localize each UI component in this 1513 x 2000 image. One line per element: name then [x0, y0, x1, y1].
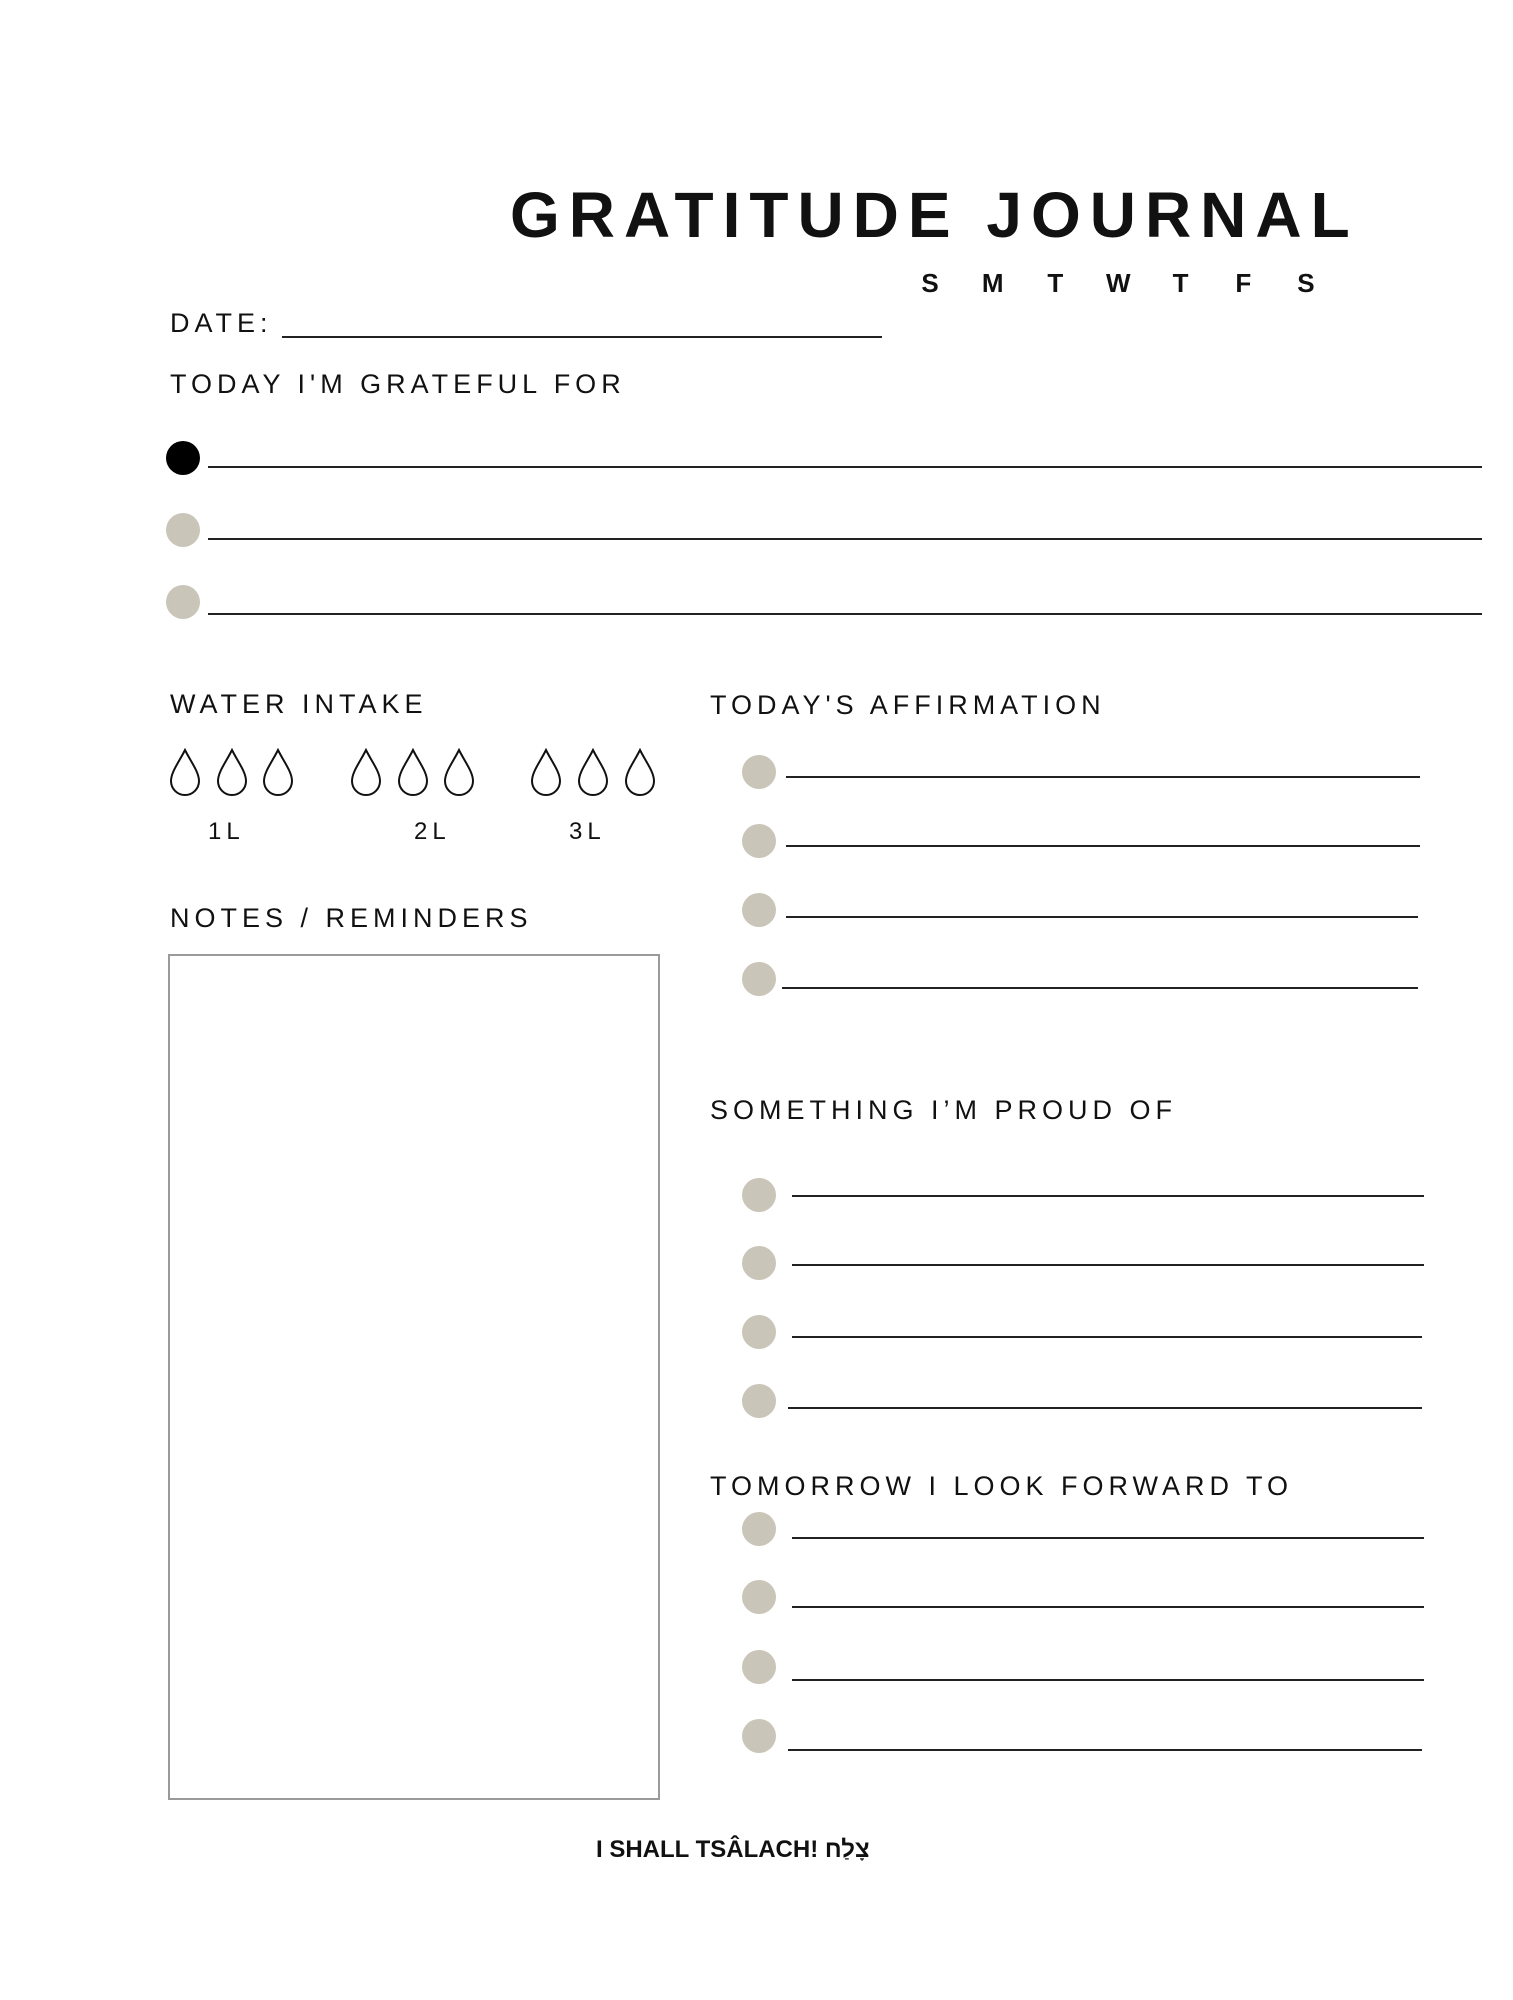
- day-thursday[interactable]: T: [1172, 268, 1189, 298]
- day-saturday[interactable]: S: [1297, 268, 1315, 298]
- water-unit-3l: 3L: [569, 818, 606, 845]
- water-drop-icon[interactable]: [443, 748, 475, 796]
- proud-line-4[interactable]: [788, 1407, 1422, 1409]
- weekday-selector: [918, 268, 1318, 299]
- proud-line-2[interactable]: [792, 1264, 1424, 1266]
- bullet-dot-icon: [166, 513, 200, 547]
- day-friday[interactable]: F: [1235, 268, 1252, 298]
- water-drop-icon[interactable]: [350, 748, 382, 796]
- grateful-heading: TODAY I'M GRATEFUL FOR: [170, 369, 626, 399]
- water-drop-icon[interactable]: [530, 748, 562, 796]
- bullet-dot-icon: [742, 1580, 776, 1614]
- page-title: GRATITUDE JOURNAL: [510, 179, 1359, 251]
- bullet-dot-icon: [166, 585, 200, 619]
- proud-line-1[interactable]: [792, 1195, 1424, 1197]
- water-drop-icon[interactable]: [262, 748, 294, 796]
- water-drop-icon[interactable]: [169, 748, 201, 796]
- tomorrow-line-3[interactable]: [792, 1679, 1424, 1681]
- footer-motto: I SHALL TSÂLACH! צָלַח: [596, 1836, 870, 1863]
- affirmation-heading: TODAY'S AFFIRMATION: [710, 690, 1106, 720]
- bullet-dot-icon: [742, 1719, 776, 1753]
- tomorrow-line-4[interactable]: [788, 1749, 1422, 1751]
- affirmation-line-4[interactable]: [782, 987, 1418, 989]
- water-heading: WATER INTAKE: [170, 689, 428, 719]
- notes-box[interactable]: [168, 954, 660, 1800]
- water-unit-1l: 1L: [208, 818, 245, 845]
- bullet-dot-icon: [742, 1650, 776, 1684]
- day-tuesday[interactable]: T: [1047, 268, 1064, 298]
- affirmation-line-1[interactable]: [786, 776, 1420, 778]
- tomorrow-line-2[interactable]: [792, 1606, 1424, 1608]
- grateful-line-1[interactable]: [208, 466, 1482, 468]
- tomorrow-line-1[interactable]: [792, 1537, 1424, 1539]
- bullet-dot-icon: [742, 962, 776, 996]
- bullet-dot-icon: [742, 1246, 776, 1280]
- affirmation-line-2[interactable]: [786, 845, 1420, 847]
- bullet-dot-icon: [742, 1178, 776, 1212]
- day-sunday[interactable]: S: [921, 268, 939, 298]
- bullet-dot-icon: [742, 1315, 776, 1349]
- water-drop-icon[interactable]: [216, 748, 248, 796]
- bullet-dot-icon: [742, 1512, 776, 1546]
- proud-heading: SOMETHING I’M PROUD OF: [710, 1095, 1177, 1125]
- bullet-dot-icon: [166, 441, 200, 475]
- water-drop-icon[interactable]: [397, 748, 429, 796]
- water-unit-2l: 2L: [414, 818, 451, 845]
- notes-heading: NOTES / REMINDERS: [170, 903, 533, 933]
- water-drop-icon[interactable]: [624, 748, 656, 796]
- day-wednesday[interactable]: W: [1105, 268, 1131, 298]
- bullet-dot-icon: [742, 824, 776, 858]
- water-drop-icon[interactable]: [577, 748, 609, 796]
- grateful-line-2[interactable]: [208, 538, 1482, 540]
- tomorrow-heading: TOMORROW I LOOK FORWARD TO: [710, 1471, 1294, 1501]
- day-monday[interactable]: M: [981, 268, 1004, 298]
- date-line[interactable]: [282, 336, 882, 338]
- bullet-dot-icon: [742, 1384, 776, 1418]
- grateful-line-3[interactable]: [208, 613, 1482, 615]
- bullet-dot-icon: [742, 755, 776, 789]
- date-label: DATE:: [170, 308, 273, 338]
- affirmation-line-3[interactable]: [786, 916, 1418, 918]
- bullet-dot-icon: [742, 893, 776, 927]
- proud-line-3[interactable]: [792, 1336, 1422, 1338]
